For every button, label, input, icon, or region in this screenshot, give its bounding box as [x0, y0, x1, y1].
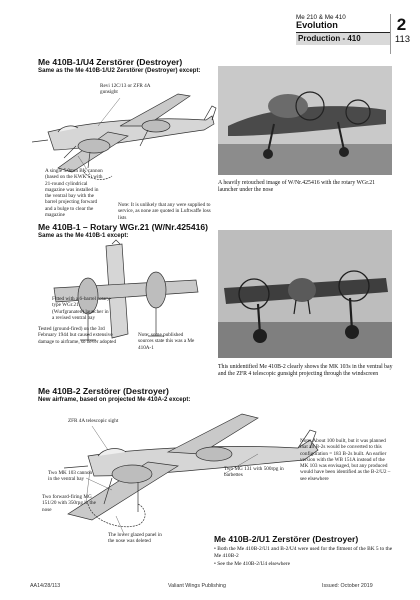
section1-subtitle: Same as the Me 410B-1/U2 Zerstörer (Destroyer) except:: [38, 67, 201, 74]
note-mg151: Two forward-firing MG 151/20 with 350rpg in the nose: [42, 494, 96, 513]
section1-title: Me 410B-1/U4 Zerstörer (Destroyer): [38, 57, 183, 67]
header-subtitle: Production - 410: [296, 33, 390, 45]
header-title: Evolution: [296, 20, 390, 33]
note-about-100-built: Note: About 100 built, but it was planned that all B-2s would be converted to this configuration = 183 B-2s built. An earlier version with the WB 151A instead of the MK 103 was envisaged, but any produced would have been identified as the B-2/U2 – see elsewhere: [300, 438, 391, 482]
section2-title: Me 410B-1 – Rotary WGr.21 (W/Nr.425416): [38, 222, 209, 232]
note-zfr4a-sight: ZFR 4A telescopic sight: [68, 418, 119, 424]
note-bk-cannon: A single 5.0mm BK cannon (based on the KWK 5) with 21-round cylindrical magazine was installed in the ventral bay with the barrel projecting forward and a bulge to clear the magazine: [45, 168, 103, 219]
header-series: Me 210 & Me 410: [296, 14, 346, 21]
note-tested: Tested (ground-fired) on the 3rd February 1944 but caused extensive damage to airframe, so never adopted: [38, 326, 117, 345]
section3-title: Me 410B-2 Zerstörer (Destroyer): [38, 386, 169, 396]
chapter-number: 2: [396, 15, 407, 34]
photo-caption-1: A heavily retouched image of W/Nr.425416 with the rotary WGr.21 launcher under the nose: [218, 180, 376, 193]
section3-subtitle: New airframe, based on projected Me 410A-2 except:: [38, 396, 191, 403]
footer-reference: AA14/28/113: [30, 583, 61, 589]
section4-bullet-1: • Both the Me 410B-2/U1 and B-2/U4 were used for the fitment of the BK 5 to the Me 410B-2: [214, 546, 393, 559]
footer-issue-date: Issued: October 2019: [322, 583, 373, 589]
page-number: 113: [394, 34, 411, 45]
photo-w-nr-425416: [218, 66, 392, 175]
section4-bullet-2: • See the Me 410B-2/U4 elsewhere: [214, 561, 290, 567]
note-published-sources: Note: some published sources state this was a Me 410A-1: [138, 332, 195, 351]
section4-title: Me 410B-2/U1 Zerstörer (Destroyer): [214, 534, 359, 544]
note-mk103-cannon: Two MK 103 cannon in the ventral bay: [48, 470, 93, 483]
note-unlikely-supplied: Note: It is unlikely that any were supplied to service, as none are quoted in Luftwaffe loss lists: [118, 202, 211, 221]
page-header: [296, 14, 390, 54]
note-gunsight: Revi 12C/13 or ZFR 4A gunsight: [100, 83, 151, 96]
photo-me410b2: [218, 230, 392, 358]
photo-caption-2: This unidentified Me 410B-2 clearly shows the MK 103s in the ventral bay and the ZFR 4 telescopic gunsight projecting through the windscreen: [218, 364, 393, 377]
note-mg131: Two MG 131 with 500rpg in barbettes: [224, 466, 284, 479]
footer-publisher: Valiant Wings Publishing: [168, 583, 226, 589]
note-wgr21-launcher: Fitted with a 6-barrel rotary-type WGr.21 (Wurfgranaten) launcher in a revised ventral bay: [52, 296, 112, 321]
note-glazed-panel: The lower glazed panel in the nose was deleted: [108, 532, 162, 545]
section2-subtitle: Same as the Me 410B-1 except:: [38, 232, 129, 239]
